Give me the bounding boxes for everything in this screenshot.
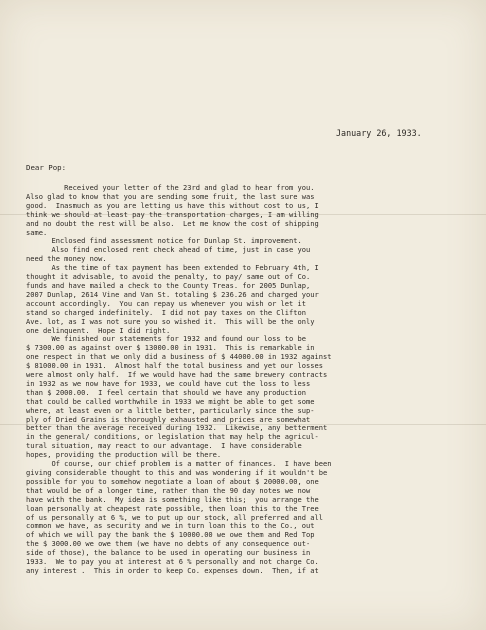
- letter-line: $ 81000.00 in 1931. Almost half the total business and yet our losses: [26, 361, 323, 371]
- letter-salutation: Dear Pop:: [26, 163, 67, 172]
- letter-line: better than the average received during 1932. Likewise, any betterment: [26, 423, 328, 433]
- letter-line: in the general/ conditions, or legislation that may help the agricul-: [26, 432, 319, 442]
- letter-line: where, at least even or a little better, particularly since the sup-: [26, 405, 315, 415]
- letter-line: giving considerable thought to this and was wondering if it wouldn't be: [26, 468, 328, 477]
- letter-line: that could be called worthwhile in 1933 we might be able to get some: [26, 396, 315, 406]
- letter-line: thought it advisable, to avoid the penalty, to pay/ same out of Co.: [26, 272, 311, 282]
- letter-line: think we should at least pay the transportation charges, I am willing: [26, 209, 319, 219]
- letter-line: As the time of tax payment has been extended to February 4th, I: [26, 263, 319, 273]
- letter-line: have with the bank. My idea is something like this; you arrange the: [26, 494, 319, 504]
- letter-line: possible for you to somehow negotiate a loan of about $ 20000.00, one: [26, 476, 319, 486]
- letter-line: Also glad to know that you are sending some fruit, the last sure was: [26, 191, 315, 201]
- letter-line: account accordingly. You can repay us whenever you wish or let it: [26, 298, 307, 308]
- letter-line: the $ 3000.00 we owe them (we have no debts of any consequence out-: [26, 539, 311, 549]
- letter-line: Received your letter of the 23rd and glad to hear from you.: [26, 183, 315, 192]
- letter-line: than $ 2000.00. I feel certain that should we have any production: [26, 387, 307, 397]
- letter-line: that would be of a longer time, rather than the 90 day notes we now: [26, 485, 311, 495]
- letter-line: and no doubt the rest will be also. Let me know the cost of shipping: [26, 218, 319, 228]
- letter-line: Ave. lot, as I was not sure you so wished it. This will be the only: [26, 316, 315, 326]
- letter-line: in 1932 as we now have for 1933, we could have cut the loss to less: [26, 378, 311, 388]
- letter-line: $ 7300.00 as against over $ 13000.00 in 1931. This is remarkable in: [26, 343, 315, 353]
- letter-line: good. Inasmuch as you are letting us have this without cost to us, I: [26, 200, 319, 210]
- letter-line: were almost only half. If we would have had the same brewery contracts: [26, 370, 328, 380]
- letter-line: Enclosed find assessment notice for Dunlap St. improvement.: [26, 236, 302, 246]
- letter-line: stand so charged indefinitely. I did not pay taxes on the Clifton: [26, 307, 307, 317]
- letter-line: loan personally at cheapest rate possible, then loan this to the Tree: [26, 503, 319, 513]
- letter-line: funds and have mailed a check to the County Treas. for 2005 Dunlap,: [26, 280, 311, 290]
- letter-body: [26, 184, 331, 576]
- letter-line: 1933. We to pay you at interest at 6 % personally and not charge Co.: [26, 557, 319, 567]
- letter-line: any interest . This in order to keep Co. expenses down. Then, if at: [26, 565, 319, 575]
- letter-line: side of those), the balance to be used in operating our business in: [26, 548, 311, 558]
- letter-line: of which we will pay the bank the $ 10000.00 we owe them and Red Top: [26, 530, 315, 540]
- letter-line: Of course, our chief problem is a matter of finances. I have been: [26, 459, 332, 469]
- letter-line: of us personally at 6 %, we to put up our stock, all preferred and all: [26, 512, 323, 522]
- letter-line: Also find enclosed rent check ahead of time, just in case you: [26, 245, 311, 255]
- letter-line: need the money now.: [26, 254, 107, 264]
- letter-line: one respect in that we only did a business of $ 44000.00 in 1932 against: [26, 352, 332, 362]
- letter-line: ply of Dried Grains is thoroughly exhausted and prices are somewhat: [26, 414, 311, 424]
- letter-line: We finished our statements for 1932 and found our loss to be: [26, 334, 307, 344]
- letter-line: same.: [26, 227, 48, 237]
- letter-line: tural situation, may react to our advantage. I have considerable: [26, 441, 302, 451]
- letter-line: 2007 Dunlap, 2614 Vine and Van St. totaling $ 236.26 and charged your: [26, 289, 319, 299]
- letter-date: January 26, 1933.: [336, 128, 422, 138]
- letter-line: common we have, as security and we in turn loan this to the Co., out: [26, 521, 315, 531]
- letter-line: one delinquent. Hope I did right.: [26, 325, 171, 335]
- letter-line: hopes, providing the production will be there.: [26, 450, 222, 460]
